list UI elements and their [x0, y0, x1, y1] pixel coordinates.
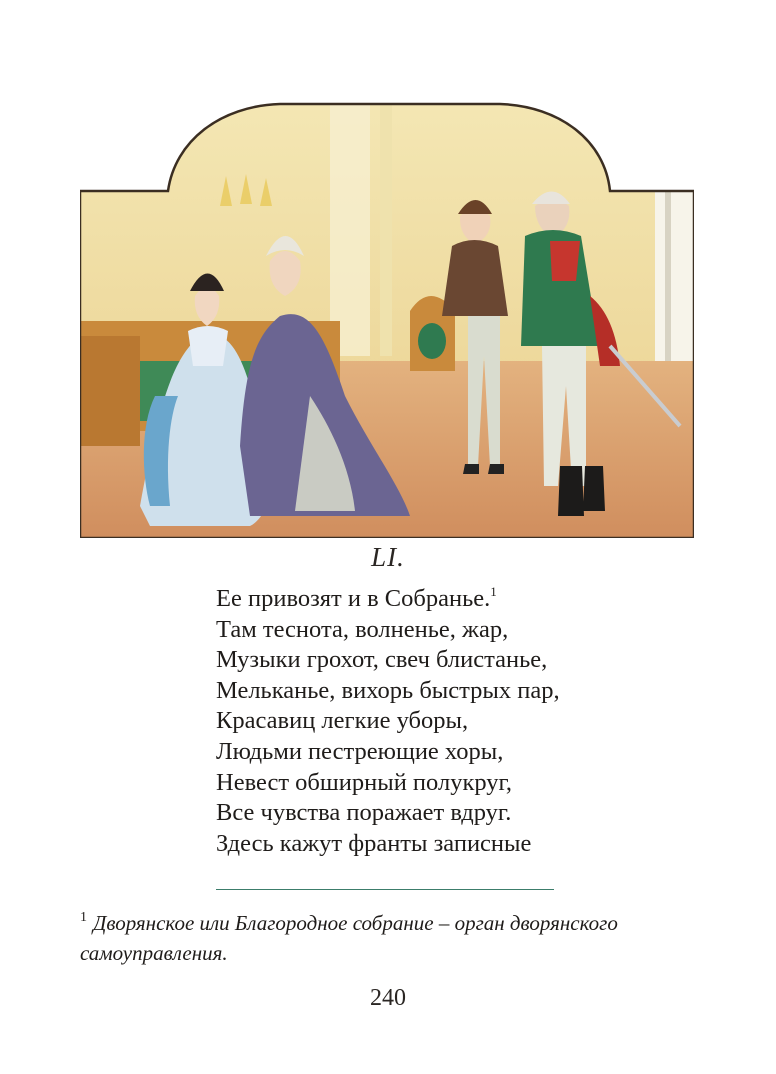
verse-line: Здесь кажут франты записные	[216, 829, 532, 857]
footnote-reference: 1	[490, 584, 497, 599]
ballroom-scene-illustration	[80, 96, 694, 538]
footnote-mark: 1	[80, 910, 87, 925]
verse-line: Там теснота, волненье, жар,	[216, 615, 509, 643]
verse-line: Ее привозят и в Собранье.$^1$	[216, 584, 497, 612]
footnote-text: Дворянское или Благородное собрание – орган дворянского самоуправления.	[80, 911, 618, 965]
verse-line: Красавиц легкие уборы,	[216, 707, 469, 735]
stanza-verse	[216, 577, 560, 859]
stanza-number: LI.	[371, 542, 405, 572]
page-number: 240	[370, 985, 406, 1011]
illustration	[80, 96, 694, 538]
verse-line: Все чувства поражает вдруг.	[216, 799, 512, 827]
verse-line: Мельканье, вихорь быстрых пар,	[216, 676, 560, 704]
verse-line: Музыки грохот, свеч блистанье,	[216, 646, 548, 674]
verse-line: Людьми пестреющие хоры,	[216, 737, 504, 765]
footnote	[80, 903, 698, 968]
footnote-divider	[216, 889, 554, 890]
verse-line: Невест обширный полукруг,	[216, 768, 512, 796]
